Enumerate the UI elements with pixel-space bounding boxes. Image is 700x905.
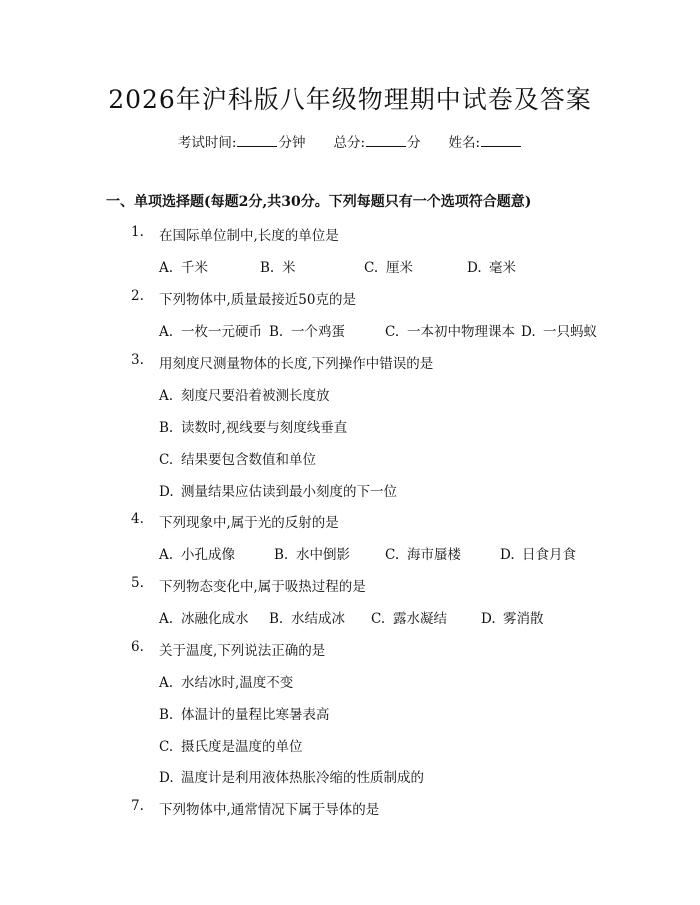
option-label: C.	[371, 611, 386, 627]
question-text: 在国际单位制中,长度的单位是	[159, 228, 339, 244]
option-label: B.	[159, 707, 174, 723]
option	[159, 543, 235, 563]
score-blank	[366, 134, 406, 147]
option-label: D.	[481, 611, 496, 627]
option-text: 海市蜃楼	[407, 547, 461, 563]
option-text: 千米	[181, 260, 208, 276]
option	[269, 607, 345, 627]
option-text: 露水凝结	[393, 611, 447, 627]
question-number: 4.	[131, 511, 144, 527]
question-text: 关于温度,下列说法正确的是	[159, 643, 326, 659]
option	[385, 320, 515, 340]
option-text: 水结冰时,温度不变	[181, 675, 294, 691]
option	[364, 256, 413, 276]
option-label: C.	[385, 547, 400, 563]
option	[269, 320, 345, 340]
option-text: 测量结果应估读到最小刻度的下一位	[181, 484, 397, 500]
option	[159, 735, 303, 755]
question-text: 下列物体中,通常情况下属于导体的是	[159, 802, 380, 818]
option	[159, 448, 316, 468]
option-text: 一个鸡蛋	[291, 324, 345, 340]
option-text: 一枚一元硬币	[181, 324, 262, 340]
option-text: 小孔成像	[181, 547, 235, 563]
option	[159, 607, 249, 627]
option-label: A.	[159, 675, 174, 691]
option	[159, 384, 330, 404]
name-blank	[481, 134, 521, 147]
question-number: 1.	[131, 224, 144, 240]
name-label: 姓名:	[448, 135, 481, 151]
option-label: C.	[364, 260, 379, 276]
question-number: 7.	[131, 798, 144, 814]
option-label: D.	[159, 484, 174, 500]
option-label: D.	[467, 260, 482, 276]
option	[371, 607, 447, 627]
question-number: 6.	[131, 639, 144, 655]
option-text: 读数时,视线要与刻度线垂直	[181, 420, 348, 436]
option-label: B.	[269, 324, 284, 340]
time-blank	[237, 134, 277, 147]
question-number: 2.	[131, 288, 144, 304]
option-text: 冰融化成水	[181, 611, 249, 627]
score-label: 总分:	[333, 135, 366, 151]
option	[385, 543, 461, 563]
question-text: 下列物体中,质量最接近50克的是	[159, 292, 356, 308]
option	[159, 766, 424, 786]
section-heading: 一、单项选择题(每题2分,共30分。下列每题只有一个选项符合题意)	[106, 194, 532, 210]
exam-info	[0, 131, 700, 151]
option	[159, 256, 208, 276]
option	[467, 256, 516, 276]
option-text: 温度计是利用液体热胀冷缩的性质制成的	[181, 770, 424, 786]
option-text: 体温计的量程比寒暑表高	[181, 707, 330, 723]
option-label: D.	[521, 324, 536, 340]
option-label: A.	[159, 611, 174, 627]
option-text: 一本初中物理课本	[407, 324, 515, 340]
option-label: B.	[159, 420, 174, 436]
option-label: C.	[385, 324, 400, 340]
question-text: 下列现象中,属于光的反射的是	[159, 515, 339, 531]
option-label: D.	[500, 547, 515, 563]
option-label: D.	[159, 770, 174, 786]
option	[159, 703, 330, 723]
option-text: 水中倒影	[296, 547, 350, 563]
option-label: A.	[159, 260, 174, 276]
option-label: C.	[159, 739, 174, 755]
time-label: 考试时间:	[177, 135, 237, 151]
option-text: 结果要包含数值和单位	[181, 452, 316, 468]
question-number: 3.	[131, 352, 144, 368]
option-label: B.	[260, 260, 275, 276]
option-text: 厘米	[386, 260, 413, 276]
option-text: 米	[282, 260, 296, 276]
option	[159, 480, 397, 500]
option-label: C.	[159, 452, 174, 468]
score-unit: 分	[407, 135, 421, 151]
option-label: A.	[159, 547, 174, 563]
option-text: 一只蚂蚁	[543, 324, 597, 340]
option-text: 雾消散	[503, 611, 544, 627]
option	[500, 543, 576, 563]
option-label: A.	[159, 388, 174, 404]
option	[274, 543, 350, 563]
option-text: 水结成冰	[291, 611, 345, 627]
option	[159, 320, 262, 340]
option	[159, 671, 293, 691]
question-number: 5.	[131, 575, 144, 591]
question-text: 用刻度尺测量物体的长度,下列操作中错误的是	[159, 356, 434, 372]
option	[260, 256, 296, 276]
time-unit: 分钟	[278, 135, 306, 151]
question-text: 下列物态变化中,属于吸热过程的是	[159, 579, 366, 595]
option-label: A.	[159, 324, 174, 340]
option-text: 刻度尺要沿着被测长度放	[181, 388, 330, 404]
option	[521, 320, 597, 340]
option-text: 日食月食	[522, 547, 576, 563]
option-label: B.	[269, 611, 284, 627]
option-label: B.	[274, 547, 289, 563]
option	[159, 416, 347, 436]
page-title: 2026年沪科版八年级物理期中试卷及答案	[108, 85, 592, 114]
option-text: 摄氏度是温度的单位	[181, 739, 303, 755]
option-text: 毫米	[489, 260, 516, 276]
option	[481, 607, 544, 627]
